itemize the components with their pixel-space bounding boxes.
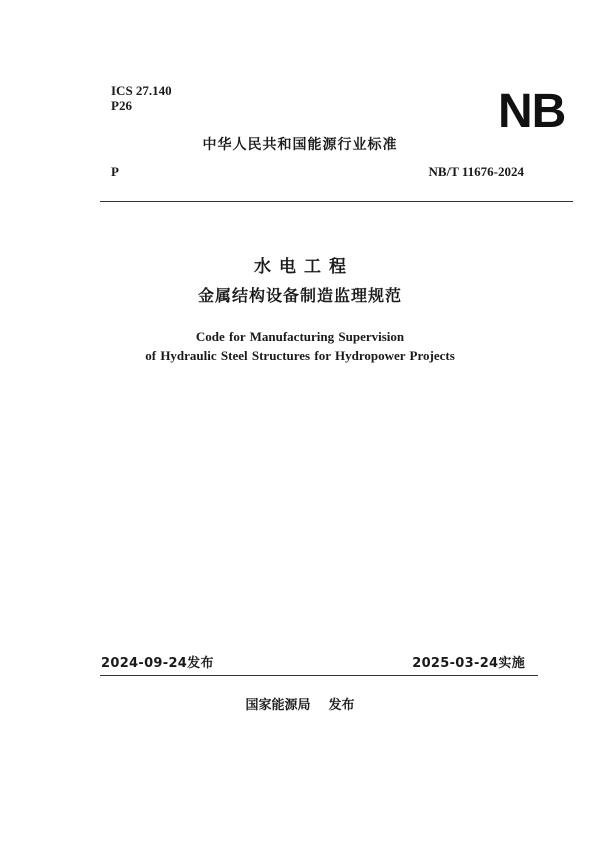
publisher-name: 国家能源局	[245, 698, 311, 713]
classification-code: P26	[111, 98, 132, 113]
issue-date: 2024-09-24发布	[101, 656, 214, 671]
title-chinese-line-2: 金属结构设备制造监理规范	[197, 286, 402, 305]
standard-number: NB/T 11676-2024	[428, 164, 524, 179]
title-chinese-line-1: 水电工程	[254, 257, 354, 277]
bottom-divider	[100, 675, 538, 676]
nb-logo: NB	[498, 85, 566, 138]
publisher-line	[0, 698, 600, 714]
p-code: P	[111, 164, 119, 179]
publish-label: 发布	[328, 698, 355, 713]
ics-code: ICS 27.140	[111, 83, 172, 98]
title-english-line-2: of Hydraulic Steel Structures for Hydropower Projects	[145, 348, 455, 363]
standard-type: 中华人民共和国能源行业标准	[202, 137, 398, 153]
implement-date: 2025-03-24实施	[412, 656, 525, 671]
title-english-line-1: Code for Manufacturing Supervision	[195, 329, 405, 344]
top-divider	[100, 201, 573, 202]
